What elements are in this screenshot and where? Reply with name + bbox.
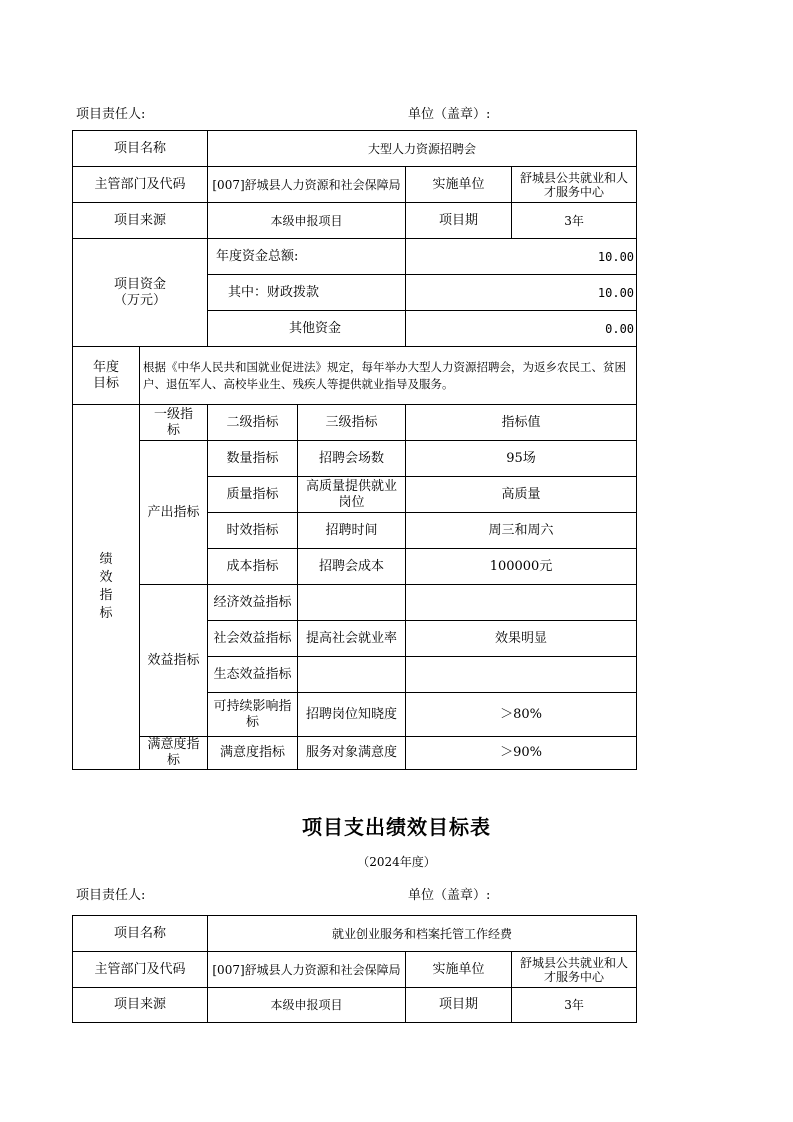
quality-value: 高质量 [406, 477, 637, 513]
satisfaction-indicator-label: 满意度指标 [140, 737, 208, 770]
satis-l2: 满意度指标 [208, 737, 298, 770]
dept-code-value: [007]舒城县人力资源和社会保障局 [208, 167, 406, 203]
dept-code-label: 主管部门及代码 [73, 167, 208, 203]
cost-value: 100000元 [406, 549, 637, 585]
col-level2-header: 二级指标 [208, 405, 298, 441]
funds-total-label: 年度资金总额: [208, 239, 406, 275]
cost-l2: 成本指标 [208, 549, 298, 585]
econ-l3 [298, 585, 406, 621]
sheet2-impl-unit-value: 舒城县公共就业和人才服务中心 [512, 952, 637, 988]
annual-goal-value: 根据《中华人民共和国就业促进法》规定，每年举办大型人力资源招聘会，为返乡农民工、贫困户、退伍军人、高校毕业生、残疾人等提供就业指导及服务。 [140, 347, 637, 405]
sheet2-dept-code-label: 主管部门及代码 [73, 952, 208, 988]
col-level1-header: 一级指标 [140, 405, 208, 441]
sheet2-responsible-label: 项目责任人: [76, 888, 146, 903]
sheet2-project-name-label: 项目名称 [73, 916, 208, 952]
sustain-value: ＞80% [406, 693, 637, 737]
responsible-label: 项目责任人: [76, 107, 146, 122]
time-value: 周三和周六 [406, 513, 637, 549]
time-l3: 招聘时间 [298, 513, 406, 549]
satis-value: ＞90% [406, 737, 637, 770]
performance-target-table-1 [72, 130, 637, 770]
project-source-label: 项目来源 [73, 203, 208, 239]
annual-goal-label: 年度目标 [73, 347, 140, 405]
benefit-indicator-label: 效益指标 [140, 585, 208, 737]
performance-target-table-2 [72, 915, 637, 1023]
funds-fiscal-label: 其中：财政拨款 [208, 275, 406, 311]
time-l2: 时效指标 [208, 513, 298, 549]
impl-unit-value: 舒城县公共就业和人才服务中心 [512, 167, 637, 203]
sheet2-unit-seal-label: 单位（盖章）: [408, 888, 491, 903]
sustain-l2: 可持续影响指标 [208, 693, 298, 737]
sheet2-project-source-label: 项目来源 [73, 988, 208, 1023]
quality-l2: 质量指标 [208, 477, 298, 513]
funds-other-value: 0.00 [406, 311, 637, 347]
econ-l2: 经济效益指标 [208, 585, 298, 621]
quantity-l2: 数量指标 [208, 441, 298, 477]
cost-l3: 招聘会成本 [298, 549, 406, 585]
col-level3-header: 三级指标 [298, 405, 406, 441]
sheet2-year: （2024年度） [357, 855, 436, 869]
funds-total-value: 10.00 [406, 239, 637, 275]
eco-l3 [298, 657, 406, 693]
project-name-value: 大型人力资源招聘会 [208, 131, 637, 167]
quantity-l3: 招聘会场数 [298, 441, 406, 477]
unit-seal-label: 单位（盖章）: [408, 107, 491, 122]
quantity-value: 95场 [406, 441, 637, 477]
funds-other-label: 其他资金 [208, 311, 406, 347]
funds-fiscal-value: 10.00 [406, 275, 637, 311]
project-period-label: 项目期 [406, 203, 512, 239]
sheet2-impl-unit-label: 实施单位 [406, 952, 512, 988]
social-l3: 提高社会就业率 [298, 621, 406, 657]
sheet2-project-period-label: 项目期 [406, 988, 512, 1023]
sheet2-project-period-value: 3年 [512, 988, 637, 1023]
quality-l3: 高质量提供就业岗位 [298, 477, 406, 513]
project-source-value: 本级申报项目 [208, 203, 406, 239]
social-value: 效果明显 [406, 621, 637, 657]
social-l2: 社会效益指标 [208, 621, 298, 657]
sheet2-dept-code-value: [007]舒城县人力资源和社会保障局 [208, 952, 406, 988]
sustain-l3: 招聘岗位知晓度 [298, 693, 406, 737]
eco-l2: 生态效益指标 [208, 657, 298, 693]
sheet2-project-source-value: 本级申报项目 [208, 988, 406, 1023]
col-value-header: 指标值 [406, 405, 637, 441]
project-funds-label: 项目资金（万元） [73, 239, 208, 347]
eco-value [406, 657, 637, 693]
sheet2-title: 项目支出绩效目标表 [302, 815, 491, 839]
satis-l3: 服务对象满意度 [298, 737, 406, 770]
sheet2-project-name-value: 就业创业服务和档案托管工作经费 [208, 916, 637, 952]
econ-value [406, 585, 637, 621]
performance-indicator-label: 绩效指标 [73, 405, 140, 770]
output-indicator-label: 产出指标 [140, 441, 208, 585]
project-period-value: 3年 [512, 203, 637, 239]
project-name-label: 项目名称 [73, 131, 208, 167]
impl-unit-label: 实施单位 [406, 167, 512, 203]
